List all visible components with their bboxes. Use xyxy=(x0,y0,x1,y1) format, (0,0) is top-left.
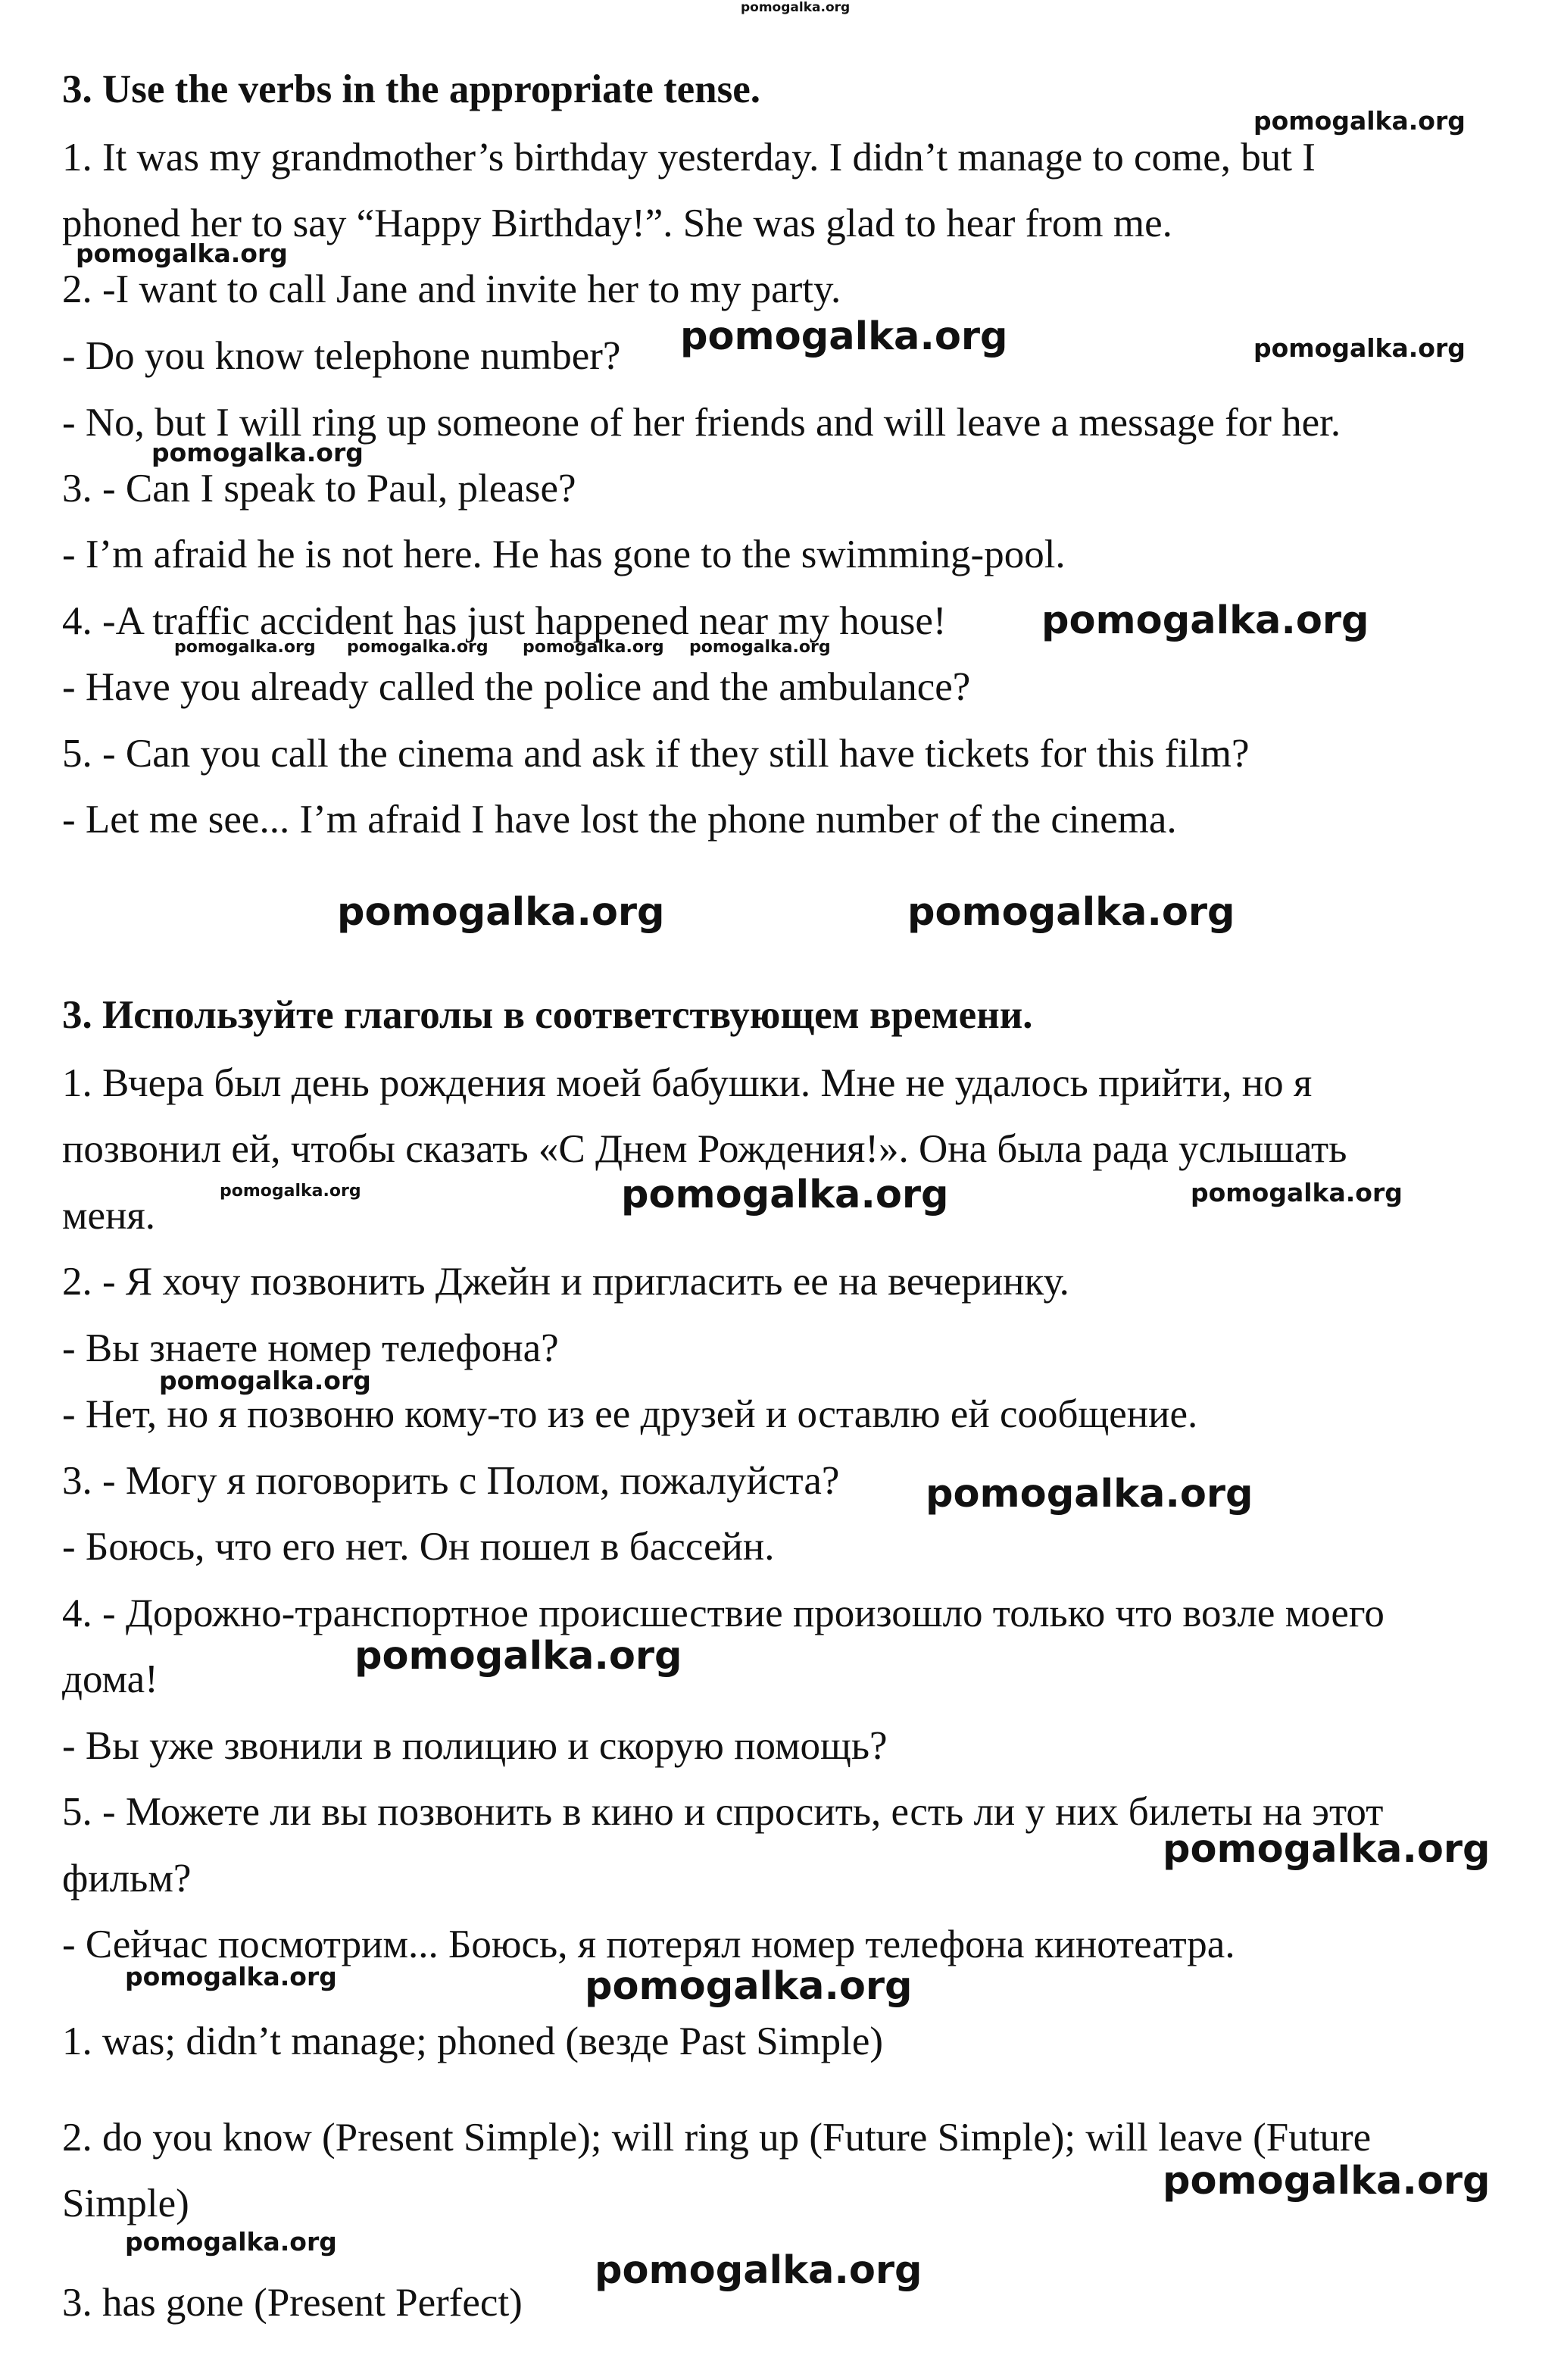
english-heading: 3. Use the verbs in the appropriate tense. xyxy=(62,67,761,111)
english-line: - Do you know telephone number? xyxy=(62,334,621,378)
answer-line: 1. was; didn’t manage; phoned (везде Past Simple) xyxy=(62,2019,884,2063)
english-line: - Let me see... I’m afraid I have lost the phone number of the cinema. xyxy=(62,798,1177,842)
watermark: pomogalka.org xyxy=(354,1634,682,1679)
english-line: - Have you already called the police and the ambulance? xyxy=(62,665,971,709)
watermark: pomogalka.org xyxy=(689,638,831,657)
english-line: - I’m afraid he is not here. He has gone to the swimming-pool. xyxy=(62,533,1066,576)
russian-line: 4. - Дорожно-транспортное происшествие произошло только что возле моего xyxy=(62,1591,1384,1635)
watermark: pomogalka.org xyxy=(1191,1178,1403,1207)
watermark: pomogalka.org xyxy=(926,1472,1253,1516)
watermark: pomogalka.org xyxy=(680,314,1008,359)
russian-line: - Вы знаете номер телефона? xyxy=(62,1326,559,1370)
watermark: pomogalka.org xyxy=(741,0,851,15)
watermark: pomogalka.org xyxy=(621,1173,949,1217)
watermark: pomogalka.org xyxy=(347,638,489,657)
watermark: pomogalka.org xyxy=(174,638,316,657)
watermark: pomogalka.org xyxy=(1253,106,1466,136)
watermark: pomogalka.org xyxy=(151,438,364,467)
answer-line: 3. has gone (Present Perfect) xyxy=(62,2281,523,2325)
russian-line: 3. - Могу я поговорить с Полом, пожалуйста? xyxy=(62,1459,840,1503)
watermark: pomogalka.org xyxy=(125,1962,337,1991)
russian-line: меня. xyxy=(62,1194,156,1238)
watermark: pomogalka.org xyxy=(337,890,665,935)
russian-line: позвонил ей, чтобы сказать «С Днем Рождения!». Она была рада услышать xyxy=(62,1127,1347,1171)
russian-line: - Вы уже звонили в полицию и скорую помощь? xyxy=(62,1724,888,1768)
watermark: pomogalka.org xyxy=(585,1964,913,2009)
russian-line: дома! xyxy=(62,1657,158,1701)
russian-line: - Сейчас посмотрим... Боюсь, я потерял номер телефона кинотеатра. xyxy=(62,1922,1235,1966)
watermark: pomogalka.org xyxy=(1163,2159,1491,2204)
english-line: phoned her to say “Happy Birthday!”. She was glad to hear from me. xyxy=(62,201,1172,245)
watermark: pomogalka.org xyxy=(1041,598,1369,643)
watermark: pomogalka.org xyxy=(220,1182,361,1201)
english-line: 5. - Can you call the cinema and ask if they still have tickets for this film? xyxy=(62,732,1250,776)
watermark: pomogalka.org xyxy=(1163,1827,1491,1872)
english-line: 2. -I want to call Jane and invite her to my party. xyxy=(62,267,841,311)
answer-line: Simple) xyxy=(62,2182,189,2225)
english-line: - No, but I will ring up someone of her friends and will leave a message for her. xyxy=(62,401,1341,445)
english-line: 3. - Can I speak to Paul, please? xyxy=(62,467,576,511)
russian-line: - Нет, но я позвоню кому-то из ее друзей и оставлю ей сообщение. xyxy=(62,1392,1198,1436)
watermark: pomogalka.org xyxy=(907,890,1235,935)
watermark: pomogalka.org xyxy=(76,239,288,268)
watermark: pomogalka.org xyxy=(1253,333,1466,363)
answer-line: 2. do you know (Present Simple); will ring up (Future Simple); will leave (Future xyxy=(62,2116,1372,2160)
watermark: pomogalka.org xyxy=(159,1366,371,1395)
russian-line: 5. - Можете ли вы позвонить в кино и спросить, есть ли у них билеты на этот xyxy=(62,1790,1384,1834)
russian-line: 1. Вчера был день рождения моей бабушки. Мне не удалось прийти, но я xyxy=(62,1061,1313,1105)
watermark: pomogalka.org xyxy=(595,2248,922,2293)
russian-heading: 3. Используйте глаголы в соответствующем времени. xyxy=(62,993,1033,1037)
russian-line: 2. - Я хочу позвонить Джейн и пригласить ее на вечеринку. xyxy=(62,1260,1069,1304)
russian-line: фильм? xyxy=(62,1857,192,1901)
russian-line: - Боюсь, что его нет. Он пошел в бассейн. xyxy=(62,1525,775,1569)
watermark: pomogalka.org xyxy=(125,2227,337,2257)
english-line: 4. -A traffic accident has just happened near my house! xyxy=(62,599,947,643)
watermark: pomogalka.org xyxy=(523,638,664,657)
english-line: 1. It was my grandmother’s birthday yesterday. I didn’t manage to come, but I xyxy=(62,136,1316,180)
